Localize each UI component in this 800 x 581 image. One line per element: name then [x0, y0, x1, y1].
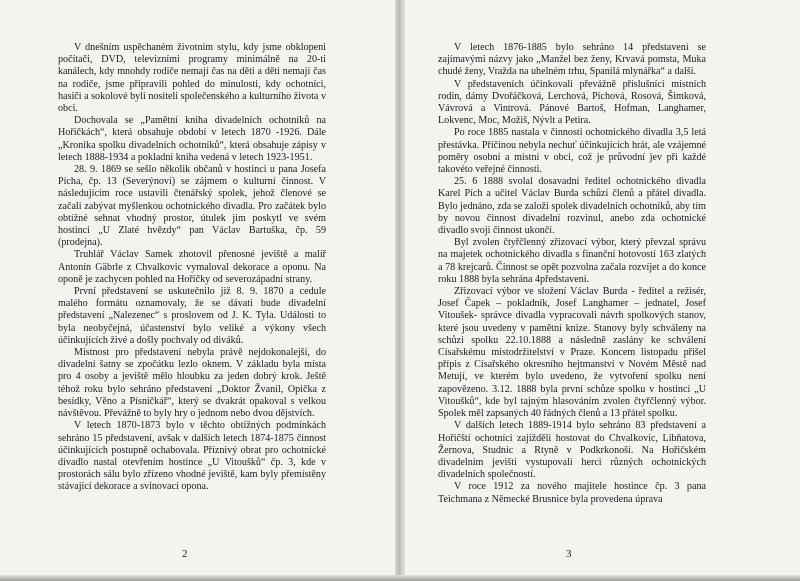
- page-number-left: 2: [182, 548, 188, 560]
- right-paragraph: 25. 6 1888 svolal dosavadní ředitel ochotnického divadla Karel Pích a učitel Václav Burda schůzi členů a přátel divadla. Bylo jednáno, zda se založí spolek divadelních ochotníků, aby tím by novou činnost divadelní rozvinul, anebo zda ochotnické divadlo svoji činnost ukončí.: [438, 176, 706, 237]
- page-number-right: 3: [566, 548, 572, 560]
- right-paragraph: Po roce 1885 nastala v činnosti ochotnického divadla 3,5 letá přestávka. Příčinou nebyla nechuť účinkujících hrát, ale vzájemné poměry osobní a místní v obci, což je průvodní jev při každé takovéto veřejné činnosti.: [438, 127, 706, 176]
- left-paragraph: Dochovala se „Pamětní kniha divadelních ochotníků na Hořičkách“, která obsahuje období v letech 1870 -1926. Dále „Kronika spolku divadelních ochotníků“, která obsahuje zápisy v letech 1888-1934 a pokladní kniha vedená v letech 1923-1951.: [58, 115, 326, 163]
- left-paragraph: 28. 9. 1869 se sešlo několik občanů v hostinci u pana Josefa Pícha, čp. 13 (Severýnovi) se zájmem o kulturní činnost. V následujícím roce ustavili čtenářský spolek, jehož členové se začali zabývat myšlenkou ochotnického divadla. Pro začátek bylo obtížné sehnat vhodný prostor, útulek jim poskytl ve svém hostinci „U Zlaté hvězdy“ pan Václav Bartuška, čp. 59 (prodejna).: [58, 164, 326, 249]
- left-paragraph: V dnešním uspěchaném životním stylu, kdy jsme obklopeni počítači, DVD, televizními programy minimálně na 20-ti kanálech, kdy mnohdy rodiče nemají čas na děti a děti nemají čas na rodiče, jsme připravili pohled do minulosti, kdy ochotníci, hasiči a sokolové byli nositeli společenského a kulturního života v obci.: [58, 42, 326, 115]
- right-page-text: [438, 42, 706, 506]
- left-paragraph: Mistnost pro představení nebyla právě nejdokonalejší, do divadelní šatny se zpočátku lezlo oknem. V základu byla místa pro 4 osoby a jeviště mělo hloubku za jeden dobrý krok. Ještě téhož roku bylo sehráno představení „Doktor Žvanil, Opička z besídky, Věno a Písničkář“, který se dvakrát opakoval s velkou návštěvou. Převážně to byly hry o jednom nebo dvou dějstvích.: [58, 347, 326, 420]
- right-paragraph: V dalších letech 1889-1914 bylo sehráno 83 představení a Hořičští ochotníci zajížděli hostovat do Chvalkovic, Libňatova, Žernova, Studnic a Rtyně v Podkrkonoší. Na Hořičském divadelním jevišti vystupovali herci různých ochotnických divadelních společností.: [438, 420, 706, 481]
- left-paragraph: První představení se uskutečnilo již 8. 9. 1870 a cedule malého formátu oznamovaly, že se dávati bude divadelní představení „Nalezenec“ s proslovem od J. K. Tyla. Události to byla neobyčejná, účastenství bylo veliké a výkony všech účinkujících živé a došly pochvaly od diváků.: [58, 286, 326, 346]
- page-bottom-edge: [0, 575, 800, 581]
- right-paragraph: Zřizovací výbor ve složení Václav Burda - ředitel a režisér, Josef Čapek – pokladník, Josef Langhamer – jednatel, Josef Vitoušek- správce divadla vypracovali návrh spolkových stanov, které jsou uvedeny v pamětní knize. Stanovy byly schváleny na schůzi spolku 22.10.1888 a následně zaslány ke schválení Císařskému místodržitelství v Praze. Koncem listopadu přišel přípis z Císařského okresního hejtmanství v Novém Městě nad Metují, ve kterém bylo uvedeno, že vytvoření spolku není zapovězeno. 3.12. 1888 byla první schůze spolku v hostinci „U Vitoušků“, kde byl tajným hlasováním zvolen čtyřčlenný výbor. Spolek měl zapsaných 40 řádných členů a 13 přátel spolku.: [438, 286, 706, 420]
- right-paragraph: V představeních účinkovali převážně příslušníci místních rodin, dámy Dvořáčková, Lerchová, Píchová, Rosová, Šimková, Vávrová a Vintrová. Pánové Bartoš, Hofman, Langhamer, Lokvenc, Moc, Možiš, Nývlt a Petira.: [438, 78, 706, 127]
- left-paragraph: V letech 1870-1873 bylo v těchto obtížných podmínkách sehráno 15 představení, avšak v dalších letech 1874-1875 činnost účinkujících postupně ochabovala. Příznivý obrat pro ochotnické divadlo nastal otevřením hostince „U Vitoušků“ čp. 3, kde v prostorách sálu bylo zřízeno vhodné jeviště, kam byly přemístěny stávající dekorace a svinovací opona.: [58, 420, 326, 493]
- right-paragraph: Byl zvolen čtyřčlenný zřizovací výbor, který převzal správu na majetek ochotnického divadla s finanční hotovostí 163 zlatých a 78 krejcarů. Činnost se opět pozvolna začala rozvíjet a do konce roku 1888 byla sehrána 4představení.: [438, 237, 706, 285]
- left-paragraph: Truhlář Václav Samek zhotovil přenosné jeviště a malíř Antonín Gäbrle z Chvalkovic vymaloval dekorace a oponu. Na oponě je zachycen pohled na Hořičky od severozápadní strany.: [58, 249, 326, 285]
- book-gutter: [395, 0, 405, 581]
- right-paragraph: V letech 1876-1885 bylo sehráno 14 představení se zajímavými názvy jako „Manžel bez ženy, Krvavá pomsta, Muka chudé ženy, Vražda na uhelném trhu, Spanilá mlynářka“ a další.: [438, 42, 706, 78]
- left-page-text: [58, 42, 326, 494]
- right-paragraph: V roce 1912 za nového majitele hostince čp. 3 pana Teichmana z Německé Brusnice byla provedena úprava: [438, 481, 706, 505]
